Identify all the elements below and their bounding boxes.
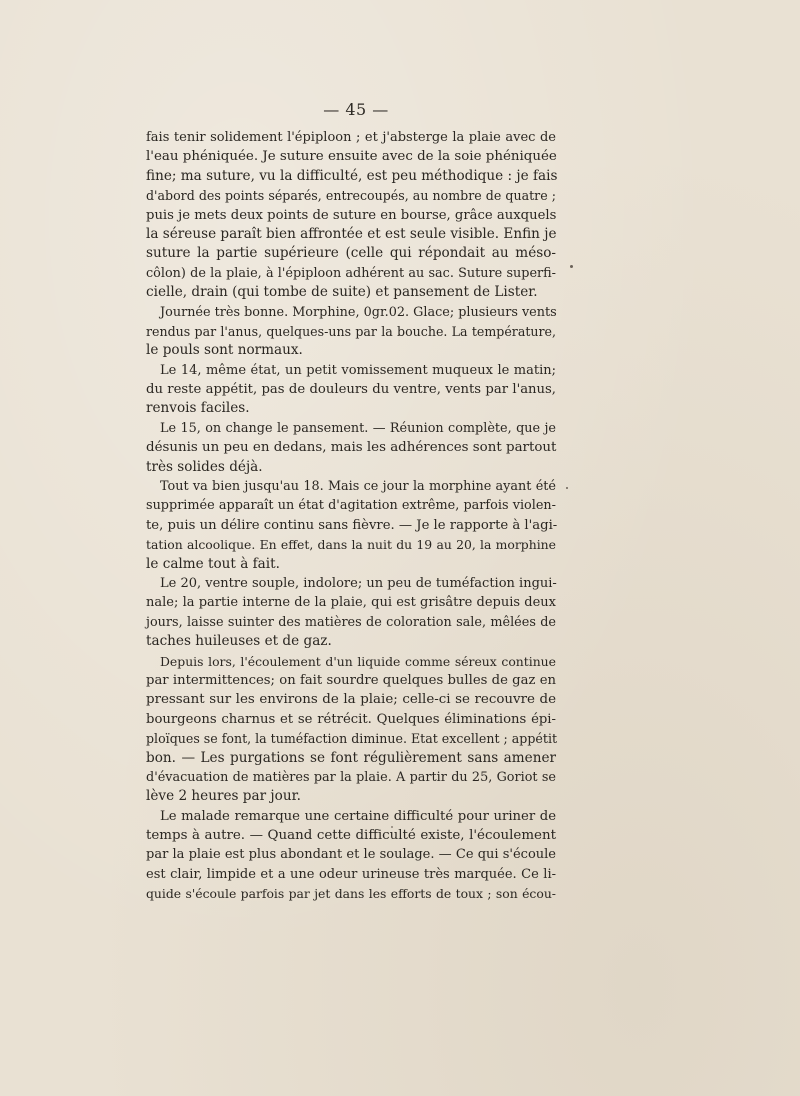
text-line: désunis un peu en dedans, mais les adhérences sont partout: [146, 440, 557, 456]
paper-speck: [570, 265, 573, 268]
text-line: très solides déjà.: [146, 458, 263, 475]
text-line: supprimée apparaît un état d'agitation extrême, parfois violen-: [146, 498, 556, 514]
text-line: d'évacuation de matières par la plaie. A partir du 25, Goriot se: [146, 769, 556, 785]
text-line: nale; la partie interne de la plaie, qui est grisâtre depuis deux: [146, 595, 556, 611]
text-line: Depuis lors, l'écoulement d'un liquide comme séreux continue: [160, 653, 556, 669]
text-line: rendus par l'anus, quelques-uns par la bouche. La température,: [146, 323, 556, 339]
text-line: d'abord des points séparés, entrecoupés, au nombre de quatre ;: [146, 188, 556, 204]
text-line: Le malade remarque une certaine difficulté pour uriner de: [160, 808, 556, 824]
text-line: puis je mets deux points de suture en bourse, grâce auxquels: [146, 207, 557, 223]
paper-speck: [391, 826, 393, 828]
text-line: renvois faciles.: [146, 400, 250, 417]
text-line: jours, laisse suinter des matières de coloration sale, mêlées de: [146, 614, 556, 630]
text-line: ploïques se font, la tuméfaction diminue. Etat excellent ; appétit: [146, 731, 558, 747]
text-line: côlon) de la plaie, à l'épiploon adhérent au sac. Suture superfi-: [146, 265, 556, 281]
text-line: tation alcoolique. En effet, dans la nuit du 19 au 20, la morphine: [146, 537, 556, 553]
text-line: du reste appétit, pas de douleurs du ventre, vents par l'anus,: [146, 382, 556, 398]
text-line: le pouls sont normaux.: [146, 342, 303, 359]
text-line: Journée très bonne. Morphine, 0gr.02. Glace; plusieurs vents: [160, 304, 557, 320]
text-line: cielle, drain (qui tombe de suite) et pansement de Lister.: [146, 284, 538, 301]
text-line: est clair, limpide et a une odeur urineuse très marquée. Ce li-: [146, 866, 556, 882]
text-line: pressant sur les environs de la plaie; celle-ci se recouvre de: [146, 692, 556, 708]
text-line: lève 2 heures par jour.: [146, 788, 301, 805]
text-line: taches huileuses et de gaz.: [146, 633, 332, 650]
text-line: te, puis un délire continu sans fièvre. — Je le rapporte à l'agi-: [146, 517, 558, 533]
text-line: fais tenir solidement l'épiploon ; et j'absterge la plaie avec de: [146, 130, 556, 145]
body-text: [146, 128, 556, 904]
text-line: par la plaie est plus abondant et le soulage. — Ce qui s'écoule: [146, 847, 556, 863]
text-line: suture la partie supérieure (celle qui répondait au méso-: [146, 245, 556, 262]
text-line: bon. — Les purgations se font régulièrement sans amener: [146, 749, 556, 766]
text-line: l'eau phéniquée. Je suture ensuite avec de la soie phéniquée: [146, 149, 557, 165]
text-line: la séreuse paraît bien affrontée et est seule visible. Enfin je: [146, 225, 557, 242]
text-line: Le 14, même état, un petit vomissement muqueux le matin;: [160, 362, 556, 378]
text-line: le calme tout à fait.: [146, 555, 280, 572]
text-line: fine; ma suture, vu la difficulté, est peu méthodique : je fais: [146, 167, 558, 184]
text-line: par intermittences; on fait sourdre quelques bulles de gaz en: [146, 672, 556, 688]
text-line: Tout va bien jusqu'au 18. Mais ce jour la morphine ayant été: [160, 479, 556, 495]
text-line: Le 20, ventre souple, indolore; un peu de tuméfaction ingui-: [160, 575, 557, 591]
paper-speck: [566, 487, 568, 489]
page-number: — 45 —: [323, 100, 389, 119]
text-line: quide s'écoule parfois par jet dans les efforts de toux ; son écou-: [146, 886, 556, 902]
text-line: bourgeons charnus et se rétrécit. Quelques éliminations épi-: [146, 711, 556, 727]
text-line: Le 15, on change le pansement. — Réunion complète, que je: [160, 420, 556, 436]
text-line: temps à autre. — Quand cette difficulté existe, l'écoulement: [146, 828, 556, 844]
